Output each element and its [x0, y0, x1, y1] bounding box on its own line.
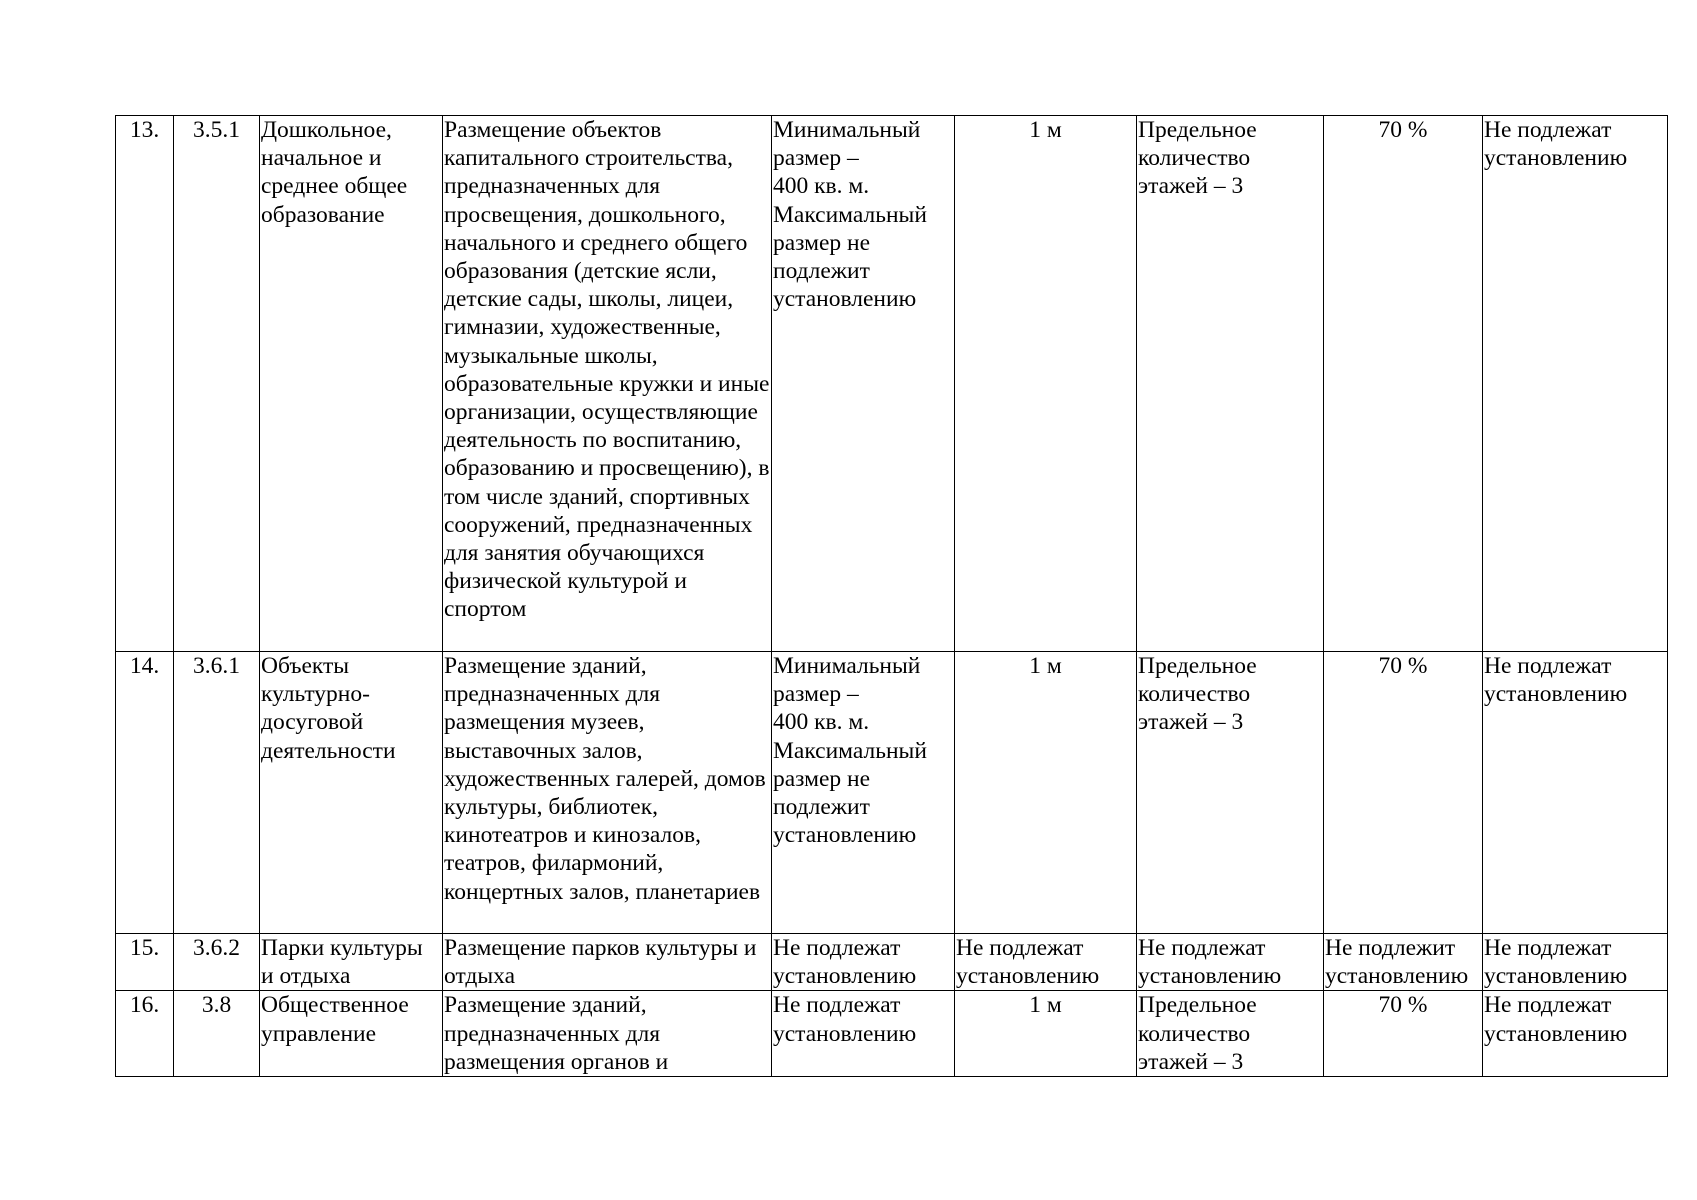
row-number: 15. — [116, 934, 174, 991]
use-code: 3.6.2 — [174, 934, 260, 991]
use-description: Размещение парков культуры и отдыха — [443, 934, 772, 991]
plot-size: Не подлежат установлению — [772, 991, 955, 1077]
use-description: Размещение зданий, предназначенных для размещения органов и — [443, 991, 772, 1077]
plot-size: Не подлежат установлению — [772, 934, 955, 991]
plot-size: Минимальный размер – 400 кв. м. Максимальный размер не подлежит установлению — [772, 116, 955, 652]
other-parameters: Не подлежат установлению — [1483, 934, 1668, 991]
floor-limit: Не подлежат установлению — [1137, 934, 1324, 991]
row-number: 16. — [116, 991, 174, 1077]
min-indent: 1 м — [955, 991, 1137, 1077]
use-name: Объекты культурно- досуговой деятельности — [260, 652, 443, 934]
floor-limit: Предельное количество этажей – 3 — [1137, 652, 1324, 934]
use-description: Размещение зданий, предназначенных для размещения музеев, выставочных залов, художественных галерей, домов культуры, библиотек, кинотеатров и кинозалов, театров, филармоний, концертных залов, планетариев — [443, 652, 772, 934]
other-parameters: Не подлежат установлению — [1483, 991, 1668, 1077]
use-name: Общественное управление — [260, 991, 443, 1077]
regulations-table — [115, 115, 1668, 1077]
use-name: Дошкольное, начальное и среднее общее образование — [260, 116, 443, 652]
table-row — [116, 652, 1668, 934]
coverage-percent: 70 % — [1324, 652, 1483, 934]
coverage-percent: 70 % — [1324, 991, 1483, 1077]
table-row — [116, 934, 1668, 991]
table-row — [116, 116, 1668, 652]
use-code: 3.8 — [174, 991, 260, 1077]
table-row — [116, 991, 1668, 1077]
row-number: 14. — [116, 652, 174, 934]
min-indent: Не подлежат установлению — [955, 934, 1137, 991]
coverage-percent: 70 % — [1324, 116, 1483, 652]
other-parameters: Не подлежат установлению — [1483, 116, 1668, 652]
use-name: Парки культуры и отдыха — [260, 934, 443, 991]
use-code: 3.6.1 — [174, 652, 260, 934]
min-indent: 1 м — [955, 116, 1137, 652]
min-indent: 1 м — [955, 652, 1137, 934]
floor-limit: Предельное количество этажей – 3 — [1137, 991, 1324, 1077]
use-description: Размещение объектов капитального строительства, предназначенных для просвещения, дошкольного, начального и среднего общего образования (детские ясли, детские сады, школы, лицеи, гимназии, художественные, музыкальные школы, образовательные кружки и иные организации, осуществляющие деятельность по воспитанию, образованию и просвещению), в том числе зданий, спортивных сооружений, предназначенных для занятия обучающихся физической культурой и спортом — [443, 116, 772, 652]
coverage-percent: Не подлежит установлению — [1324, 934, 1483, 991]
floor-limit: Предельное количество этажей – 3 — [1137, 116, 1324, 652]
use-code: 3.5.1 — [174, 116, 260, 652]
row-number: 13. — [116, 116, 174, 652]
other-parameters: Не подлежат установлению — [1483, 652, 1668, 934]
plot-size: Минимальный размер – 400 кв. м. Максимальный размер не подлежит установлению — [772, 652, 955, 934]
